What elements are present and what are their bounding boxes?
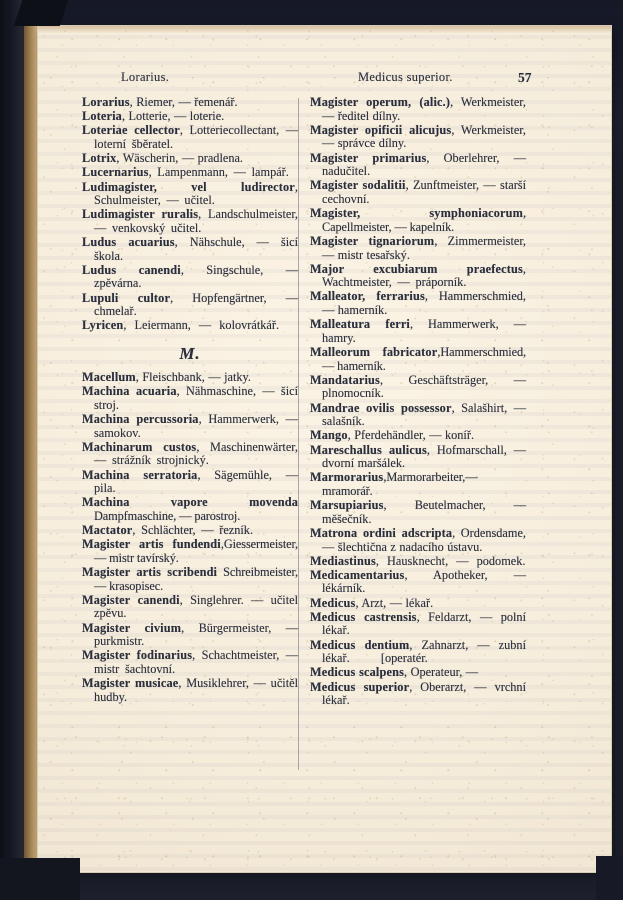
dictionary-entry: Magister musicae, Musiklehrer, — učitěl hudby.	[82, 676, 298, 704]
dictionary-entry: Ludimagister, vel ludirector, Schulmeister, — učitel.	[82, 179, 298, 208]
dictionary-entry: Machina serratoria, Sägemühle, — pila.	[82, 467, 299, 496]
dictionary-entry: Mango, Pferdehändler, — koníř.	[310, 428, 475, 443]
dictionary-entry: Lupuli cultor, Hopfengärtner, — chmelař.	[82, 290, 298, 319]
dictionary-entry: Magister sodalitii, Zunftmeister, — starší cechovní.	[310, 178, 526, 206]
dictionary-entry: Loteriae cellector, Lotteriecollectant, — loterní šběratel.	[82, 123, 299, 151]
dictionary-entry: Mandrae ovilis possessor, Salašhirt, — salašník.	[310, 400, 526, 429]
dictionary-entry: Machina vapore movenda Dampfmaschine, — parostroj.	[82, 495, 298, 523]
dictionary-entry: Medicus superior, Oberarzt, — vrchní lékař.	[310, 679, 526, 708]
dictionary-entry: Medicamentarius, Apotheker, — lékárník.	[310, 567, 526, 596]
dictionary-entry: Malleorum fabricator,Hammerschmied, — hamerník.	[310, 345, 526, 373]
dictionary-entry: Mactator, Schlächter, — řezník.	[82, 523, 254, 538]
dictionary-entry: Macellum, Fleischbank, — jatky.	[82, 370, 251, 385]
page-corner-bottom-right-shadow	[596, 856, 623, 900]
dictionary-entry: Ludus acuarius, Nähschule, — šicí škola.	[82, 235, 298, 263]
column-divider-rule	[298, 98, 299, 770]
dictionary-entry: Malleatura ferri, Hammerwerk, — hamry.	[310, 317, 526, 345]
section-heading-m: M.	[179, 344, 201, 364]
dictionary-entry: Machinarum custos, Maschinenwärter, — strážník strojnický.	[82, 439, 298, 468]
dictionary-entry: Loteria, Lotterie, — loterie.	[82, 109, 225, 124]
dictionary-entry: Magister primarius, Oberlehrer, — nadučitel.	[310, 150, 526, 179]
dictionary-entry: Magister opificii alicujus, Werkmeister, — správce dílny.	[310, 122, 526, 151]
dictionary-entry: Magister operum, (alic.), Werkmeister, — ředitel dílny.	[310, 95, 526, 123]
dictionary-entry: Lotrix, Wäscherin, — pradlena.	[82, 151, 243, 166]
page-number: 57	[518, 70, 532, 85]
dictionary-entry: Medicus dentium, Zahnarzt, — zubní lékař. [operatér.	[310, 637, 526, 666]
book-binding-shadow	[0, 0, 26, 900]
dictionary-entry: Medicus, Arzt, — lékař.	[310, 595, 434, 610]
dictionary-entry: Major excubiarum praefectus, Wachtmeister, — práporník.	[310, 261, 526, 290]
dictionary-entry: Malleator, ferrarius, Hammerschmied, — hamerník.	[310, 289, 526, 318]
right-column	[310, 96, 526, 708]
dictionary-entry: Magister civium, Bürgermeister, — purkmistr.	[82, 620, 298, 649]
running-head-left: Lorarius.	[121, 70, 170, 84]
dictionary-entry: Medicus scalpens, Operateur, —	[310, 665, 479, 680]
dictionary-entry: Matrona ordini adscripta, Ordensdame, — šlechtična z nadacího ústavu.	[310, 525, 526, 554]
dictionary-entry: Magister canendi, Singlehrer. — učitel zpěvu.	[82, 592, 298, 621]
dictionary-entry: Lucernarius, Lampenmann, — lampář.	[82, 165, 289, 180]
dictionary-entry: Ludimagister ruralis, Landschulmeister, — venkovský učitel.	[82, 207, 298, 235]
dictionary-entry: Lyricen, Leiermann, — kolovrátkář.	[82, 318, 280, 333]
dictionary-entry: Marsupiarius, Beutelmacher, — měšečník.	[310, 498, 526, 526]
running-head	[38, 70, 611, 88]
dictionary-entry: Marmorarius,Marmorarbeiter,— mramorář.	[310, 470, 478, 498]
dictionary-entry: Magister fodinarius, Schachtmeister, — mistr šachtovní.	[82, 648, 299, 677]
page-content	[38, 26, 611, 872]
dictionary-entry: Mareschallus aulicus, Hofmarschall, — dvorní maršálek.	[310, 442, 526, 471]
dictionary-entry: Machina percussoria, Hammerwerk, — samokov.	[82, 412, 298, 440]
dictionary-entry: Magister tignariorum, Zimmermeister, — mistr tesařský.	[310, 233, 526, 262]
dictionary-entry: Ludus canendi, Singschule, — zpěvárna.	[82, 262, 298, 291]
dictionary-entry: Machina acuaria, Nähmaschine, — šicí stroj.	[82, 384, 299, 412]
dictionary-entry: Medicus castrensis, Feldarzt, — polní lékař.	[310, 609, 526, 638]
dictionary-page	[38, 26, 611, 872]
dictionary-entry: Lorarius, Riemer, — řemenář.	[82, 95, 238, 109]
running-head-right: Medicus superior.	[358, 70, 453, 84]
dictionary-entry: Magister artis fundendi,Giessermeister, — mistr tavírský.	[82, 537, 298, 565]
left-column	[82, 96, 298, 705]
page-corner-bottom-left-shadow	[0, 858, 80, 900]
dictionary-entry: Mediastinus, Hausknecht, — podomek.	[310, 553, 526, 568]
dictionary-entry: Magister artis scribendi Schreibmeister, — krasopisec.	[82, 565, 298, 593]
page-corner-top-left-shadow	[14, 0, 68, 26]
dictionary-entry: Mandatarius, Geschäftsträger, — plnomocník.	[310, 372, 526, 401]
dictionary-entry: Magister, symphoniacorum, Capellmeister, — kapelník.	[310, 206, 526, 234]
